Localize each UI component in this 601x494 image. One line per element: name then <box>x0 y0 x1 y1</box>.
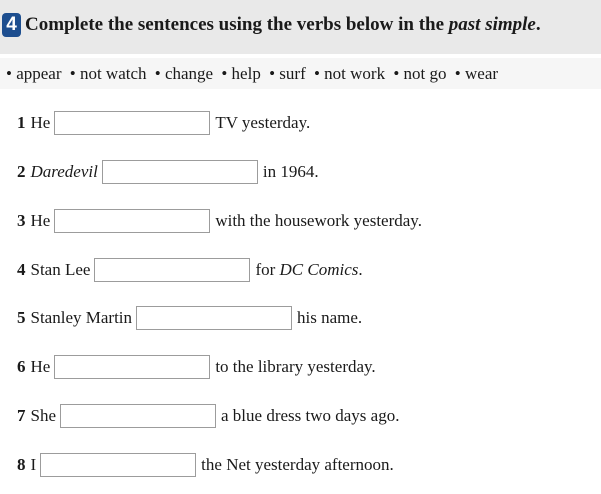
word-bank-item: • surf <box>269 64 306 83</box>
sentence-rest <box>215 211 422 231</box>
answer-input-6[interactable] <box>54 355 210 379</box>
answer-input-3[interactable] <box>54 209 210 233</box>
sentence-row-3 <box>17 208 422 234</box>
sentence-number: 1 <box>17 113 26 132</box>
sentence-rest-text: to the library yesterday. <box>215 357 376 376</box>
word-bank-item: • appear <box>6 64 62 83</box>
word-bank-item: • not watch <box>69 64 147 83</box>
answer-input-1[interactable] <box>54 111 210 135</box>
sentence-row-7 <box>17 403 399 429</box>
sentence-rest <box>297 308 362 328</box>
word-bank-item: • wear <box>454 64 499 83</box>
instruction-text: Complete the sentences using the verbs below in the <box>25 14 449 35</box>
sentence-number: 3 <box>17 211 26 230</box>
sentence-number: 5 <box>17 308 26 327</box>
sentence-number: 2 <box>17 162 26 181</box>
word-bank-item: • not work <box>313 64 386 83</box>
answer-input-8[interactable] <box>40 453 196 477</box>
sentence-rest-text: the Net yesterday afternoon. <box>201 455 394 474</box>
sentence-subject: He <box>30 113 51 132</box>
exercise-instruction <box>25 13 541 37</box>
exercise-number-badge: 4 <box>2 13 21 37</box>
sentence-rest-italic: DC Comics <box>279 260 359 279</box>
sentence-number: 7 <box>17 406 26 425</box>
sentence-subject: I <box>30 455 37 474</box>
exercise-header <box>0 0 601 54</box>
sentence-subject: He <box>30 211 51 230</box>
word-bank-item: • change <box>154 64 214 83</box>
answer-input-4[interactable] <box>94 258 250 282</box>
sentence-row-5 <box>17 305 362 331</box>
sentence-rest-text: a blue dress two days ago. <box>221 406 400 425</box>
sentence-row-4 <box>17 257 363 283</box>
sentence-rest <box>215 113 310 133</box>
sentence-number: 4 <box>17 260 26 279</box>
sentence-number: 8 <box>17 455 26 474</box>
answer-input-2[interactable] <box>102 160 258 184</box>
sentence-rest <box>255 260 362 280</box>
sentence-rest-text: TV yesterday. <box>215 113 311 132</box>
sentence-rest-text: his name. <box>297 308 363 327</box>
sentence-subject: Stan Lee <box>30 260 91 279</box>
answer-input-5[interactable] <box>136 306 292 330</box>
sentence-rest <box>201 455 394 475</box>
answer-input-7[interactable] <box>60 404 216 428</box>
instruction-end: . <box>535 14 541 35</box>
sentence-rest <box>215 357 375 377</box>
sentence-rest-end: . <box>358 260 363 279</box>
sentence-subject: Stanley Martin <box>30 308 133 327</box>
sentence-subject: Daredevil <box>30 162 98 181</box>
sentence-rest-text: for <box>255 260 280 279</box>
word-bank-item: • help <box>221 64 261 83</box>
word-bank-item: • not go <box>393 64 447 83</box>
sentence-row-6 <box>17 354 376 380</box>
sentence-rest-text: in 1964. <box>262 162 319 181</box>
instruction-italic-text: past simple <box>448 14 536 35</box>
sentence-rest <box>263 162 319 182</box>
sentence-rest-text: with the housework yesterday. <box>215 211 422 230</box>
sentence-subject: He <box>30 357 51 376</box>
sentence-rest <box>221 406 399 426</box>
sentence-row-2 <box>17 159 319 185</box>
sentence-row-1 <box>17 110 310 136</box>
sentence-row-8 <box>17 452 394 478</box>
sentence-number: 6 <box>17 357 26 376</box>
sentence-subject: She <box>30 406 56 425</box>
word-bank <box>0 58 601 89</box>
